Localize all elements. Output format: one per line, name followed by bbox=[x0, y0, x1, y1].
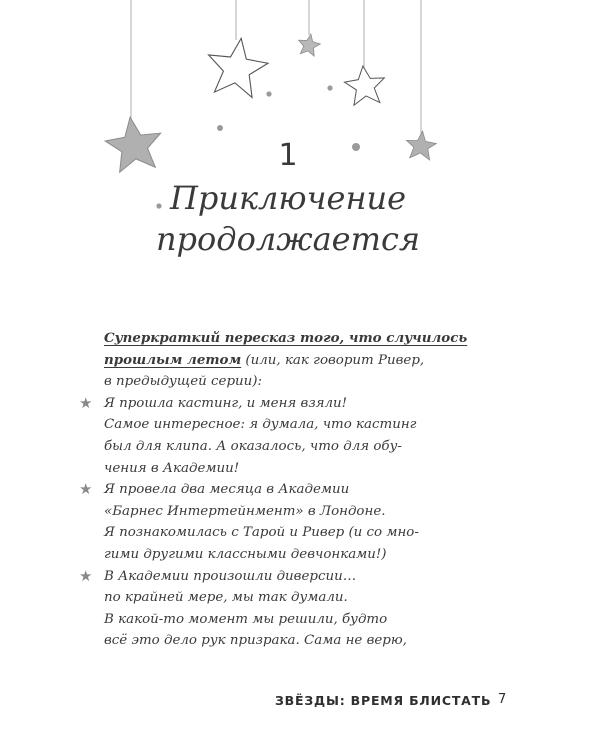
bullet-1-line-4: чения в Академии! bbox=[104, 460, 240, 476]
bullet-3-line-2: по крайней мере, мы так думали. bbox=[104, 590, 348, 606]
bullet-text: Я прошла кастинг, и меня взяли! bbox=[104, 395, 348, 411]
chapter-number: 1 bbox=[278, 138, 298, 173]
bullet-1-line-1 bbox=[79, 393, 504, 415]
star-bullet-icon: ★ bbox=[79, 393, 93, 412]
bullet-2-line-3: Я познакомилась с Тарой и Ривер (и со мно- bbox=[104, 525, 419, 541]
outline-star-medium-icon bbox=[343, 64, 387, 106]
dot bbox=[327, 85, 332, 90]
body-text bbox=[79, 328, 504, 652]
bullet-1-line-3: был для клипа. А оказалось, что для обу- bbox=[104, 438, 402, 454]
chapter-title bbox=[0, 178, 576, 260]
star-bullet-icon: ★ bbox=[79, 480, 93, 499]
bullet-text: В Академии произошли диверсии… bbox=[104, 568, 357, 584]
chapter-title-line-1: Приключение bbox=[169, 179, 407, 217]
intro-line-2 bbox=[104, 350, 504, 372]
chapter-title-line-2: продолжается bbox=[155, 220, 421, 258]
bullet-2-line-1 bbox=[79, 479, 504, 501]
intro-line-3: в предыдущей серии): bbox=[104, 374, 263, 390]
intro-rest-line-2: (или, как говорит Ривер, bbox=[241, 352, 425, 368]
star-bullet-icon: ★ bbox=[79, 566, 93, 585]
bullet-3-line-1 bbox=[79, 566, 504, 588]
bullet-3-line-3: В какой-то момент мы решили, будто bbox=[104, 611, 388, 627]
dot bbox=[266, 91, 271, 96]
silver-star-small-icon bbox=[296, 32, 321, 57]
running-title: ЗВЁЗДЫ: ВРЕМЯ БЛИСТАТЬ bbox=[275, 693, 492, 708]
bullet-text: Я провела два месяца в Академии bbox=[104, 482, 350, 498]
page-number: 7 bbox=[498, 692, 507, 707]
bullet-1-line-2: Самое интересное: я думала, что кастинг bbox=[104, 417, 417, 433]
outline-star-large-icon bbox=[204, 34, 271, 99]
intro-bold-line-1: Суперкраткий пересказ того, что случилось bbox=[104, 330, 468, 346]
intro-bold-line-2: прошлым летом bbox=[104, 351, 242, 368]
bullet-2-line-4: гими другими классными девчонками!) bbox=[104, 546, 387, 562]
bullet-2-line-2: «Барнес Интертейнмент» в Лондоне. bbox=[104, 503, 386, 519]
bullet-3-line-4: всё это дело рук призрака. Сама не верю, bbox=[104, 633, 407, 649]
dot bbox=[217, 125, 223, 131]
